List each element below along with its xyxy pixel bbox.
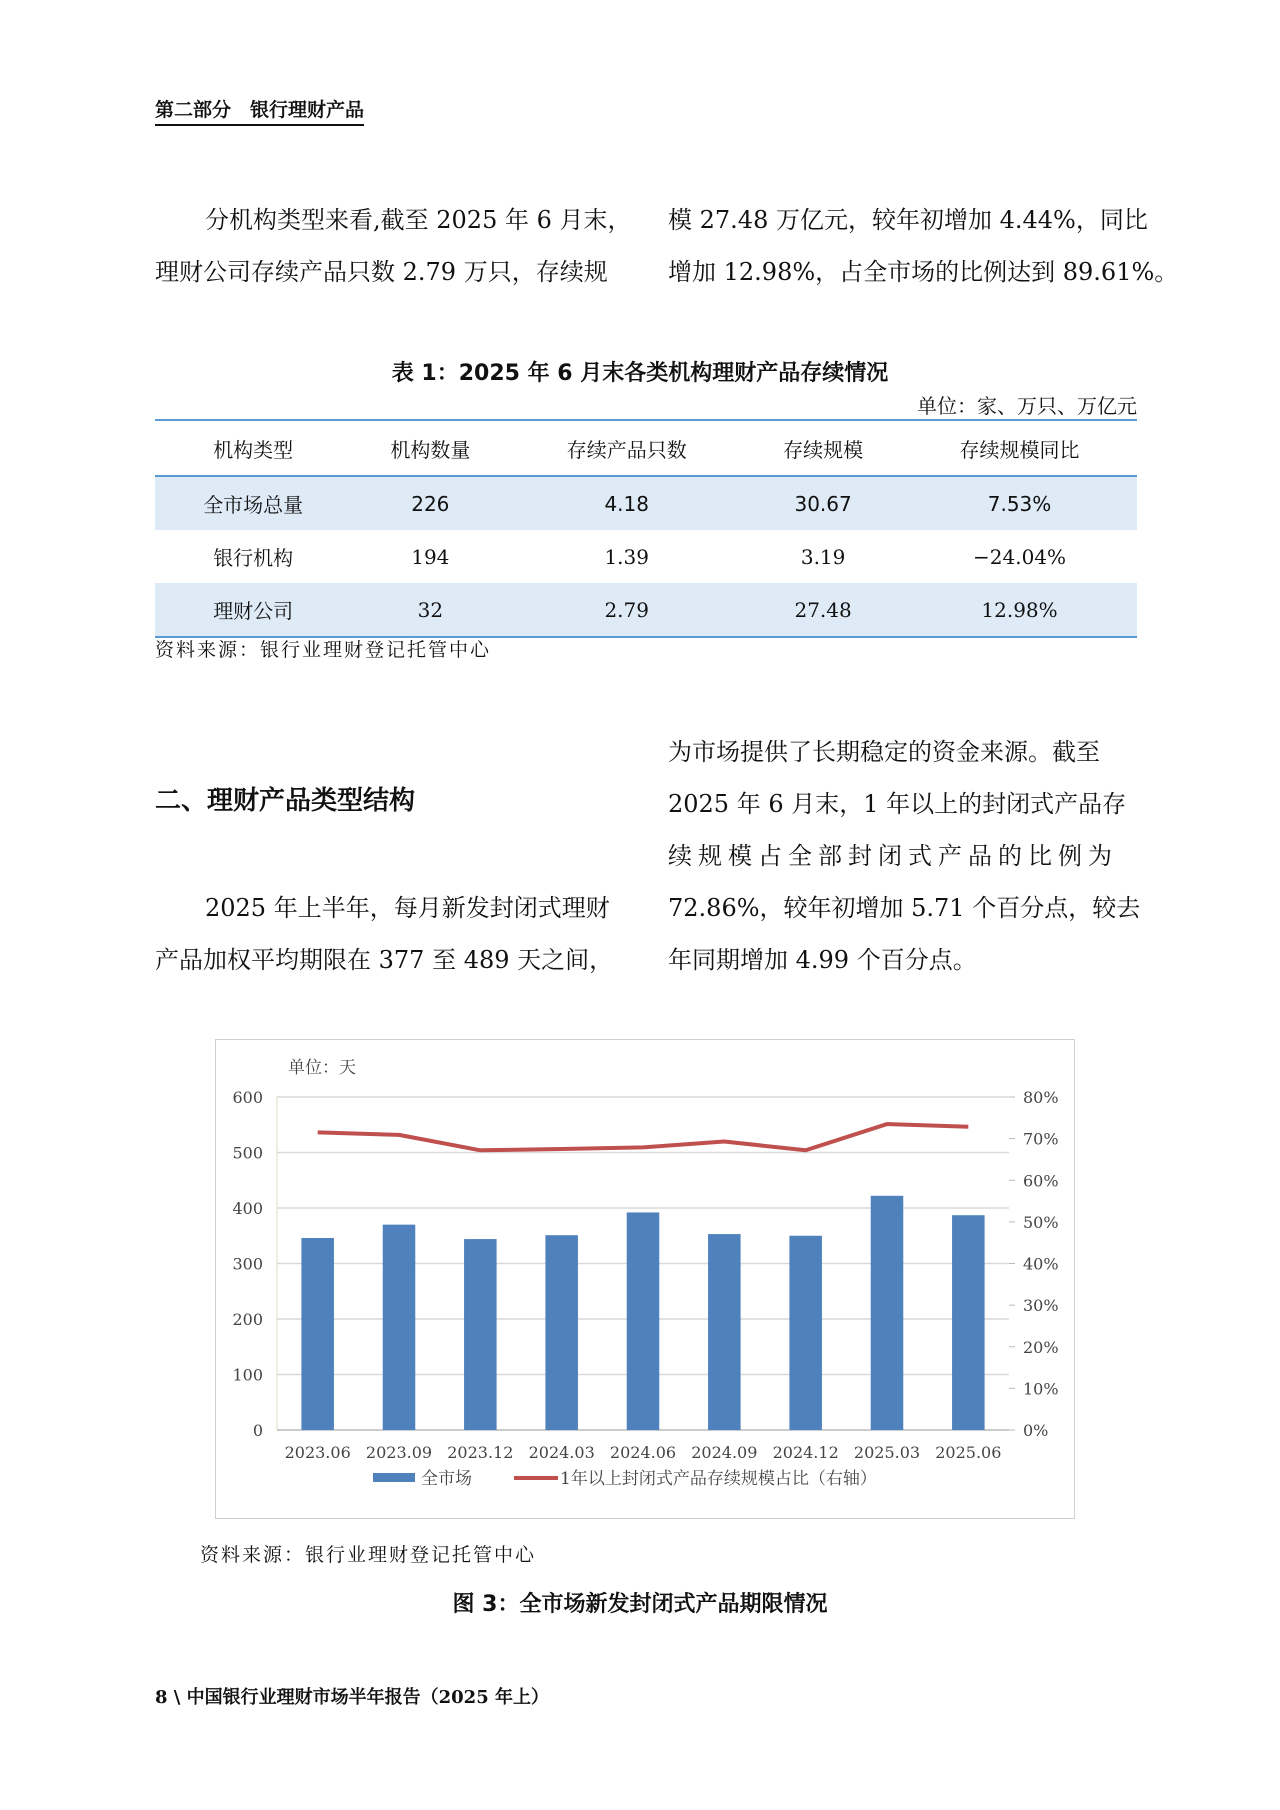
bar xyxy=(627,1212,660,1430)
x-tick-label: 2025.06 xyxy=(935,1443,1002,1462)
figure-caption: 图 3：全市场新发封闭式产品期限情况 xyxy=(452,1592,828,1617)
bar xyxy=(952,1215,985,1430)
bar xyxy=(871,1196,904,1430)
x-tick-label: 2024.03 xyxy=(528,1443,595,1462)
table-row xyxy=(155,476,1137,530)
text-line: 年同期增加 4.99 个百分点。 xyxy=(668,946,977,974)
running-header: 第二部分 银行理财产品 xyxy=(155,95,364,126)
text-line: 增加 12.98%，占全市场的比例达到 89.61%。 xyxy=(668,258,1179,286)
maturity-chart xyxy=(216,1040,1074,1518)
bar xyxy=(789,1236,822,1430)
column-header: 存续产品只数 xyxy=(509,420,744,476)
column-header: 存续规模同比 xyxy=(902,420,1137,476)
bar xyxy=(545,1235,578,1430)
chart-frame xyxy=(215,1039,1075,1519)
y2-tick-label: 0% xyxy=(1023,1421,1049,1440)
chart-source: 资料来源：银行业理财登记托管中心 xyxy=(200,1544,537,1566)
y-tick-label: 400 xyxy=(232,1199,263,1218)
column-header: 机构数量 xyxy=(351,420,509,476)
institution-table xyxy=(155,419,1137,638)
x-tick-label: 2023.12 xyxy=(447,1443,514,1462)
table-cell: 4.18 xyxy=(509,476,744,530)
legend-swatch-bar xyxy=(373,1473,415,1482)
table-cell: 3.19 xyxy=(800,544,846,569)
y2-tick-label: 50% xyxy=(1023,1212,1059,1232)
table-cell: 27.48 xyxy=(744,583,902,637)
table-cell: 1.39 xyxy=(604,544,649,569)
y-tick-label: 200 xyxy=(232,1310,263,1329)
chart-unit-label: 单位：天 xyxy=(288,1058,356,1078)
table-cell: 30.67 xyxy=(744,476,902,530)
text-line: 产品加权平均期限在 377 至 489 天之间， xyxy=(155,946,614,974)
text-line: 2025 年 6 月末，1 年以上的封闭式产品存 xyxy=(668,790,1127,818)
page-footer: 8 \ 中国银行业理财市场半年报告（2025 年上） xyxy=(155,1687,549,1708)
bar xyxy=(708,1234,741,1430)
y-tick-label: 100 xyxy=(232,1365,263,1385)
y2-tick-label: 20% xyxy=(1023,1337,1059,1357)
y-tick-label: 300 xyxy=(232,1254,263,1274)
table-cell: 7.53% xyxy=(902,476,1137,530)
y-tick-label: 600 xyxy=(232,1088,263,1107)
y-tick-label: 500 xyxy=(232,1143,263,1163)
text-line: 72.86%，较年初增加 5.71 个百分点，较去 xyxy=(668,894,1141,922)
table-cell: 全市场总量 xyxy=(155,476,351,530)
x-tick-label: 2023.06 xyxy=(284,1443,351,1462)
text-line: 模 27.48 万亿元，较年初增加 4.44%，同比 xyxy=(668,206,1148,234)
table-source: 资料来源：银行业理财登记托管中心 xyxy=(155,639,492,661)
text-line: 续规模占全部封闭式产品的比例为 xyxy=(668,842,1118,870)
y2-tick-label: 70% xyxy=(1023,1129,1059,1149)
bar xyxy=(383,1225,416,1430)
series-line xyxy=(318,1124,969,1150)
table-row xyxy=(155,583,1137,637)
table-cell: 2.79 xyxy=(509,583,744,637)
x-tick-label: 2024.06 xyxy=(609,1443,677,1462)
table-cell: 226 xyxy=(351,476,509,530)
table-row xyxy=(155,530,1137,583)
y2-tick-label: 10% xyxy=(1023,1379,1059,1399)
text-line: 理财公司存续产品只数 2.79 万只，存续规 xyxy=(155,258,608,286)
text-line: 2025 年上半年，每月新发封闭式理财 xyxy=(205,894,610,922)
y2-tick-label: 80% xyxy=(1023,1088,1059,1107)
text-line: 为市场提供了长期稳定的资金来源。截至 xyxy=(668,738,1100,766)
table-cell: 12.98% xyxy=(902,583,1137,637)
text-line: 分机构类型来看,截至 2025 年 6 月末， xyxy=(205,206,632,234)
x-tick-label: 2023.09 xyxy=(365,1443,433,1462)
table-unit: 单位：家、万只、万亿元 xyxy=(917,394,1137,418)
table-cell: −24.04% xyxy=(973,544,1067,569)
x-tick-label: 2024.12 xyxy=(772,1443,839,1462)
table-cell: 194 xyxy=(411,544,450,569)
x-tick-label: 2024.09 xyxy=(691,1443,758,1462)
y2-tick-label: 30% xyxy=(1023,1296,1059,1316)
table-cell: 理财公司 xyxy=(155,583,351,637)
bar xyxy=(301,1238,334,1430)
column-header: 存续规模 xyxy=(744,420,902,476)
y-tick-label: 0 xyxy=(252,1421,263,1440)
table-cell: 32 xyxy=(351,583,509,637)
table-title: 表 1：2025 年 6 月末各类机构理财产品存续情况 xyxy=(391,361,889,386)
legend-label: 1年以上封闭式产品存续规模占比（右轴） xyxy=(560,1469,877,1489)
legend-label: 全市场 xyxy=(421,1469,472,1489)
column-header: 机构类型 xyxy=(155,420,351,476)
y2-tick-label: 40% xyxy=(1023,1254,1059,1274)
table-cell: 银行机构 xyxy=(213,546,294,570)
bar xyxy=(464,1239,497,1430)
x-tick-label: 2025.03 xyxy=(853,1443,921,1462)
y2-tick-label: 60% xyxy=(1023,1171,1059,1191)
section-heading: 二、理财产品类型结构 xyxy=(155,786,416,816)
